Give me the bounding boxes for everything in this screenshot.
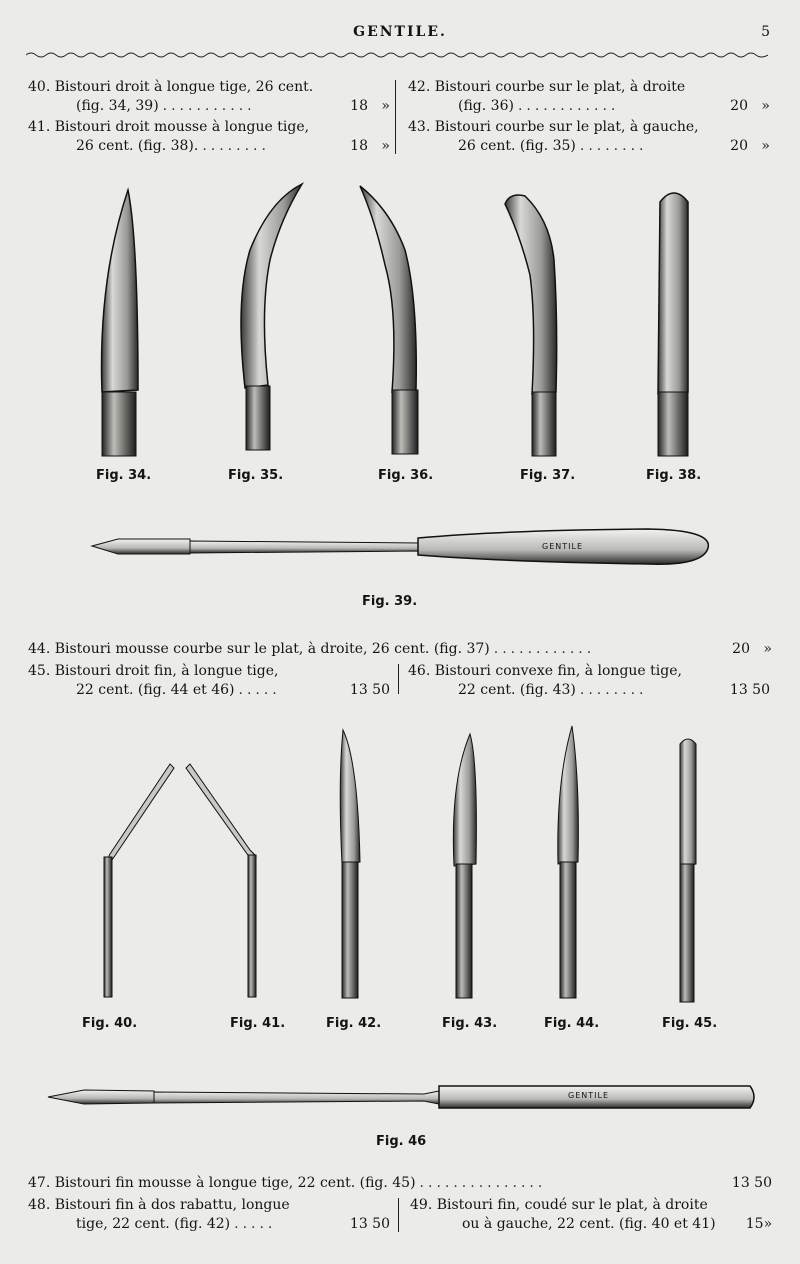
fig-46-brand: GENTILE <box>568 1091 609 1100</box>
fig-36-blade <box>360 186 418 454</box>
fig-37-blade <box>505 195 557 456</box>
page-number: 5 <box>761 24 770 40</box>
caption-fig-34: Fig. 34. <box>96 468 152 483</box>
header-wavy-rule <box>26 50 768 60</box>
entry-40: 40. Bistouri droit à longue tige, 26 cent. (fig. 34, 39) ........... 18 » <box>28 79 390 114</box>
caption-fig-40: Fig. 40. <box>82 1016 138 1031</box>
fig-40-blade <box>104 764 174 997</box>
entry-45: 45. Bistouri droit fin, à longue tige, 22 cent. (fig. 44 et 46) ..... 13 50 <box>28 663 390 698</box>
entry-48: 48. Bistouri fin à dos rabattu, longue tige, 22 cent. (fig. 42) ..... 13 50 <box>28 1197 390 1232</box>
fig-45-blade <box>680 739 696 1002</box>
caption-fig-37: Fig. 37. <box>520 468 576 483</box>
column-divider-mid <box>398 664 399 694</box>
entry-41: 41. Bistouri droit mousse à longue tige, 26 cent. (fig. 38). ........ 18 » <box>28 119 390 154</box>
entry-43: 43. Bistouri courbe sur le plat, à gauche, 26 cent. (fig. 35) ........ 20 » <box>408 119 770 154</box>
fig-35-blade <box>241 184 302 450</box>
caption-fig-43: Fig. 43. <box>442 1016 498 1031</box>
caption-fig-41: Fig. 41. <box>230 1016 286 1031</box>
caption-fig-45: Fig. 45. <box>662 1016 718 1031</box>
caption-fig-35: Fig. 35. <box>228 468 284 483</box>
entry-47: 47. Bistouri fin mousse à longue tige, 22 cent. (fig. 45) ............... 13 50 <box>28 1175 772 1191</box>
column-divider <box>395 80 396 154</box>
fig-42-blade <box>340 730 360 998</box>
fig-43-blade <box>453 734 476 998</box>
fig-44-blade <box>558 726 579 998</box>
entry-44: 44. Bistouri mousse courbe sur le plat, à droite, 26 cent. (fig. 37) ............ 20 » <box>28 641 772 657</box>
caption-fig-46: Fig. 46 <box>376 1134 427 1149</box>
figures-34-38 <box>80 180 740 465</box>
fig-38-blade <box>658 193 688 456</box>
fig-34-blade <box>102 190 138 456</box>
fig-39-brand: GENTILE <box>542 542 583 551</box>
caption-fig-39: Fig. 39. <box>362 594 418 609</box>
caption-fig-36: Fig. 36. <box>378 468 434 483</box>
entry-49: 49. Bistouri fin, coudé sur le plat, à droite ou à gauche, 22 cent. (fig. 40 et 41) 15 » <box>410 1197 773 1232</box>
column-divider-bottom <box>398 1198 399 1232</box>
fig-39-instrument <box>88 526 718 576</box>
page-header-title: GENTILE. <box>353 24 447 40</box>
caption-fig-44: Fig. 44. <box>544 1016 600 1031</box>
caption-fig-38: Fig. 38. <box>646 468 702 483</box>
caption-fig-42: Fig. 42. <box>326 1016 382 1031</box>
fig-41-blade <box>186 764 256 997</box>
entry-42: 42. Bistouri courbe sur le plat, à droite (fig. 36) ............ 20 » <box>408 79 770 114</box>
fig-46-instrument <box>44 1080 760 1114</box>
entry-46: 46. Bistouri convexe fin, à longue tige, 22 cent. (fig. 43) ........ 13 50 <box>408 663 770 698</box>
figures-40-45 <box>90 722 720 1007</box>
